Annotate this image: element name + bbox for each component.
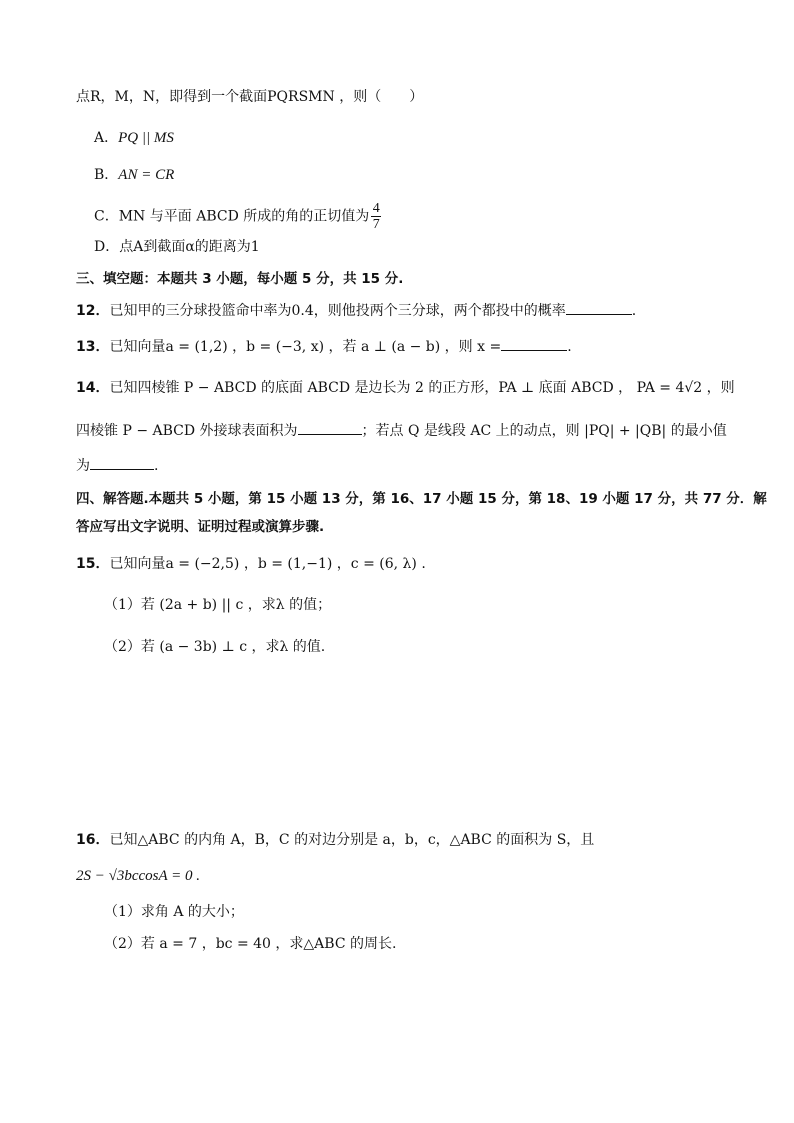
q16-equation: 2S − √3bccosA = 0 . xyxy=(76,868,201,884)
q14-line-1: 14．已知四棱锥 P − ABCD 的底面 ABCD 是边长为 2 的正方形，PA ⊥ 底面 ABCD ， PA = 4√2 ，则 xyxy=(76,380,735,396)
q15-part-1: （1）若 (2a + b) || c ，求λ 的值； xyxy=(104,597,332,613)
fraction-4-7: $\frac{4}{7}$ xyxy=(372,201,380,232)
question-13: 13．已知向量a = (1,2) ，b = (−3, x) ，若 a ⊥ (a − b) ，则 x = . xyxy=(76,336,572,357)
q11-option-a: A．PQ || MS xyxy=(94,130,174,146)
answer-blank xyxy=(501,336,567,351)
q11-option-b: B．AN = CR xyxy=(94,167,175,183)
q14-line-3: 为 . xyxy=(76,455,158,476)
question-12: 12．已知甲的三分球投篮命中率为0.4，则他投两个三分球，两个都投中的概率 . xyxy=(76,300,636,321)
q15-part-2: （2）若 (a − 3b) ⊥ c ，求λ 的值. xyxy=(104,639,326,655)
answer-blank xyxy=(90,455,154,470)
q11-stem: 点R，M，N，即得到一个截面PQRSMN ，则（ ） xyxy=(76,89,424,105)
q16-part-1: （1）求角 A 的大小； xyxy=(104,904,244,920)
q15-stem: 15．已知向量a = (−2,5) ，b = (1,−1) ，c = (6, λ) . xyxy=(76,556,426,572)
section-3-heading: 三、填空题：本题共 3 小题，每小题 5 分，共 15 分. xyxy=(76,271,404,287)
q16-part-2: （2）若 a = 7 ，bc = 40 ，求△ABC 的周长. xyxy=(104,936,397,952)
q16-stem: 16．已知△ABC 的内角 A，B，C 的对边分别是 a，b，c，△ABC 的面积为 S，且 xyxy=(76,832,595,848)
answer-blank xyxy=(298,420,362,435)
answer-blank xyxy=(566,300,632,315)
q11-option-d: D．点A到截面α的距离为1 xyxy=(94,239,260,255)
q14-line-2: 四棱锥 P − ABCD 外接球表面积为 ；若点 Q 是线段 AC 上的动点，则 |PQ| + |QB| 的最小值 xyxy=(76,420,727,441)
q11-option-c: C．MN 与平面 ABCD 所成的角的正切值为 $\frac{4}{7}$ xyxy=(94,201,380,232)
